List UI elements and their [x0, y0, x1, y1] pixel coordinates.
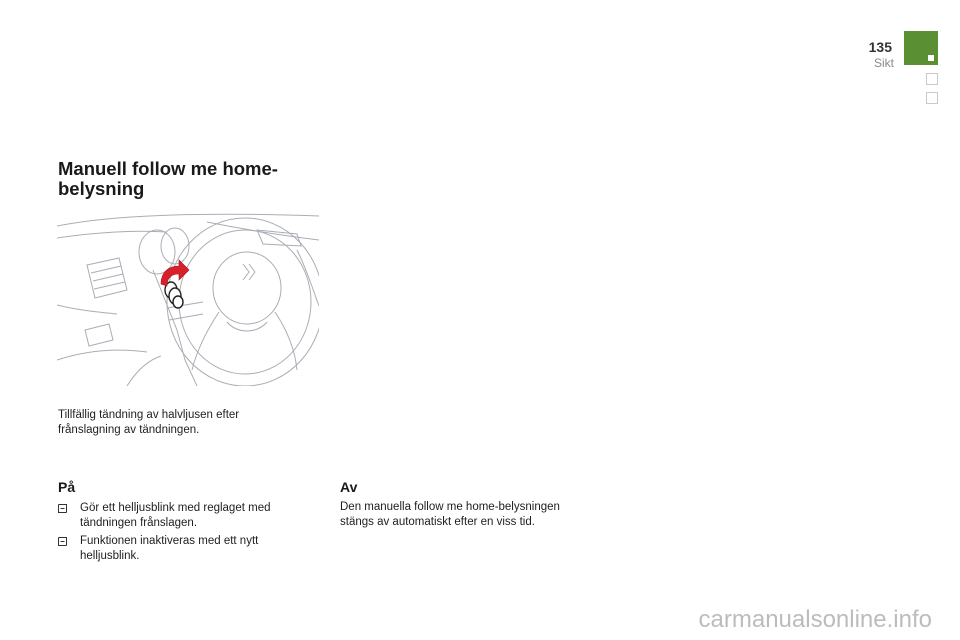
illustration-caption: Tillfällig tändning av halvljusen efter frånslagning av tändningen.	[58, 408, 240, 436]
chapter-tab-empty[interactable]	[926, 73, 938, 85]
section-name: Sikt	[873, 56, 894, 70]
list-item-text: Gör ett helljusblink med reglaget med tändningen frånslagen.	[80, 502, 271, 529]
steering-column-illustration	[57, 210, 319, 386]
chapter-tab-empty[interactable]	[926, 92, 938, 104]
watermark: carmanualsonline.info	[698, 606, 932, 633]
on-instructions-list	[58, 501, 308, 567]
off-heading: Av	[340, 479, 358, 495]
page-title: Manuell follow me home-belysning	[58, 158, 278, 199]
off-description: Den manuella follow me home-belysningen stängs av automatiskt efter en viss tid.	[340, 501, 560, 528]
list-item	[58, 534, 308, 564]
list-item-text: Funktionen inaktiveras med ett nytt helljusblink.	[80, 535, 259, 562]
on-heading: På	[58, 479, 76, 495]
square-bullet-icon	[58, 537, 67, 546]
chapter-tab-active[interactable]	[904, 31, 938, 65]
list-item	[58, 501, 308, 531]
page-number: 135	[868, 39, 892, 55]
tab-marker-icon	[928, 55, 934, 61]
square-bullet-icon	[58, 504, 67, 513]
